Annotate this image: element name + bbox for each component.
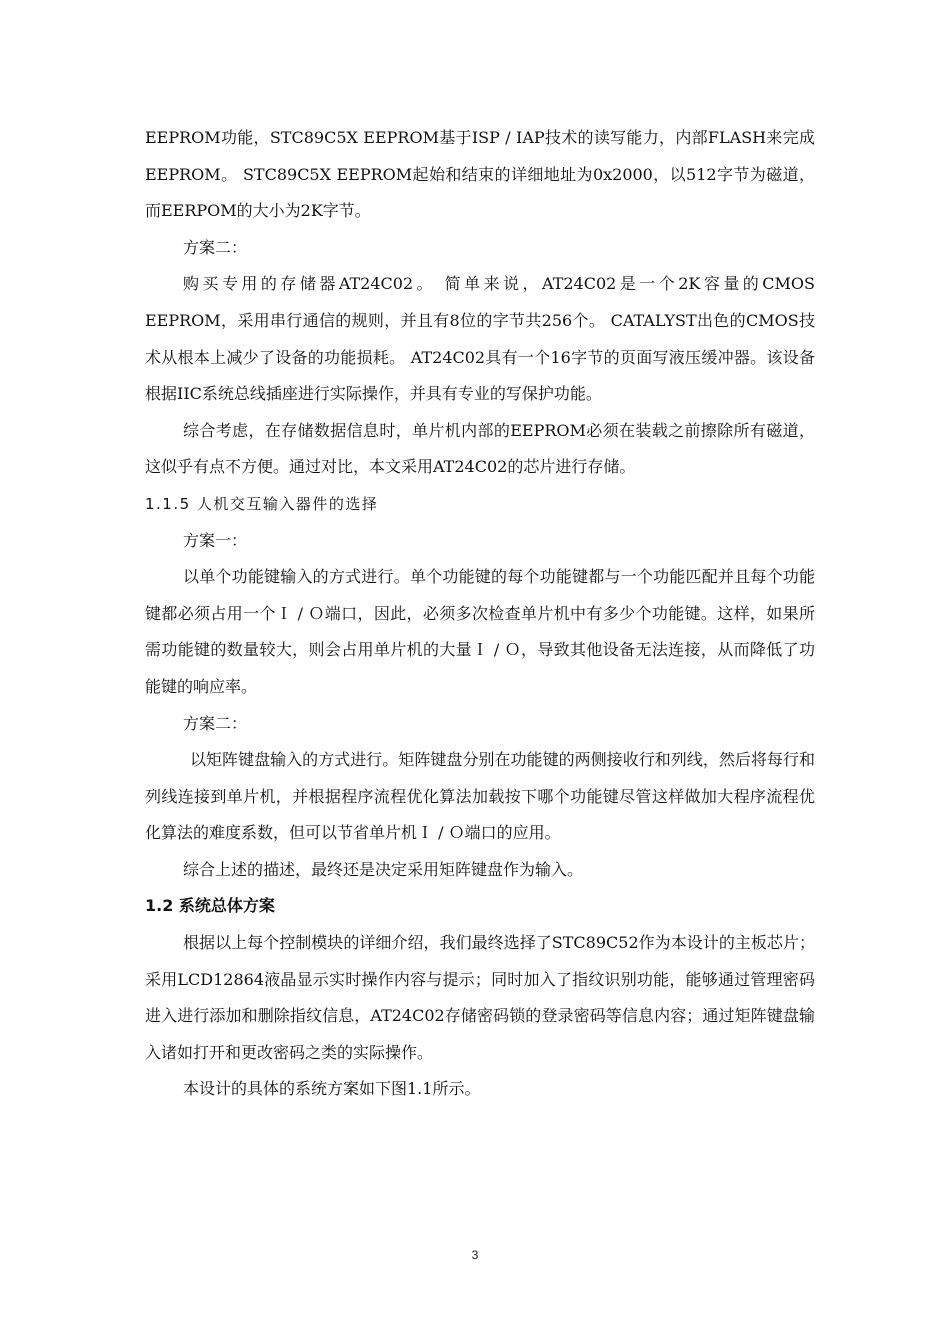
scheme-one-label: 方案一： <box>183 530 248 550</box>
body-text <box>145 120 815 1108</box>
subsection-heading-1-1-5: 1.1.5 人机交互输入器件的选择 <box>145 494 379 513</box>
paragraph-figure-reference: 本设计的具体的系统方案如下图1.1所示。 <box>183 1079 481 1099</box>
scheme-two-label-input: 方案二： <box>183 713 248 733</box>
paragraph-eeprom-intro: EEPROM功能，STC89C5X EEPROM基于ISP / IAP技术的读写能力，内部FLASH来完成EEPROM。 STC89C5X EEPROM起始和结束的详细地址为0x2000，以512字节为磁道，而EERPOM的大小为2K字节。 <box>145 128 815 221</box>
scheme-two-label: 方案二： <box>183 237 248 257</box>
paragraph-matrix-keyboard: 以矩阵键盘输入的方式进行。矩阵键盘分别在功能键的两侧接收行和列线，然后将每行和列线连接到单片机，并根据程序流程优化算法加载按下哪个功能键尽管这样做加大程序流程优化算法的难度系数，但可以节省单片机Ｉ / Ｏ端口的应用。 <box>145 750 815 843</box>
page-number: 3 <box>471 1248 479 1262</box>
paragraph-single-key: 以单个功能键输入的方式进行。单个功能键的每个功能键都与一个功能匹配并且每个功能键都必须占用一个Ｉ / Ｏ端口，因此，必须多次检查单片机中有多少个功能键。这样，如果所需功能键的数量较大，则会占用单片机的大量Ｉ / Ｏ，导致其他设备无法连接，从而降低了功能键的响应率。 <box>145 567 815 696</box>
paragraph-storage-conclusion: 综合考虑，在存储数据信息时，单片机内部的EEPROM必须在装载之前擦除所有磁道，这似乎有点不方便。通过对比，本文采用AT24C02的芯片进行存储。 <box>145 420 815 477</box>
paragraph-at24c02: 购买专用的存储器AT24C02。 简单来说，AT24C02是一个2K容量的CMOS EEPROM，采用串行通信的规则，并且有8位的字节共256个。 CATALYST出色的CMOS技术从根本上减少了设备的功能损耗。 AT24C02具有一个16字节的页面写液压缓冲器。该设备根据IIC系统总线插座进行实际操作，并具有专业的写保护功能。 <box>145 274 815 404</box>
paragraph-input-conclusion: 综合上述的描述，最终还是决定采用矩阵键盘作为输入。 <box>183 859 584 879</box>
paragraph-system-overview: 根据以上每个控制模块的详细介绍，我们最终选择了STC89C52作为本设计的主板芯片；采用LCD12864液晶显示实时操作内容与提示；同时加入了指纹识别功能，能够通过管理密码进入进行添加和删除指纹信息，AT24C02存储密码锁的登录密码等信息内容；通过矩阵键盘输入诸如打开和更改密码之类的实际操作。 <box>145 933 815 1062</box>
section-heading-1-2: 1.2 系统总体方案 <box>145 896 275 916</box>
